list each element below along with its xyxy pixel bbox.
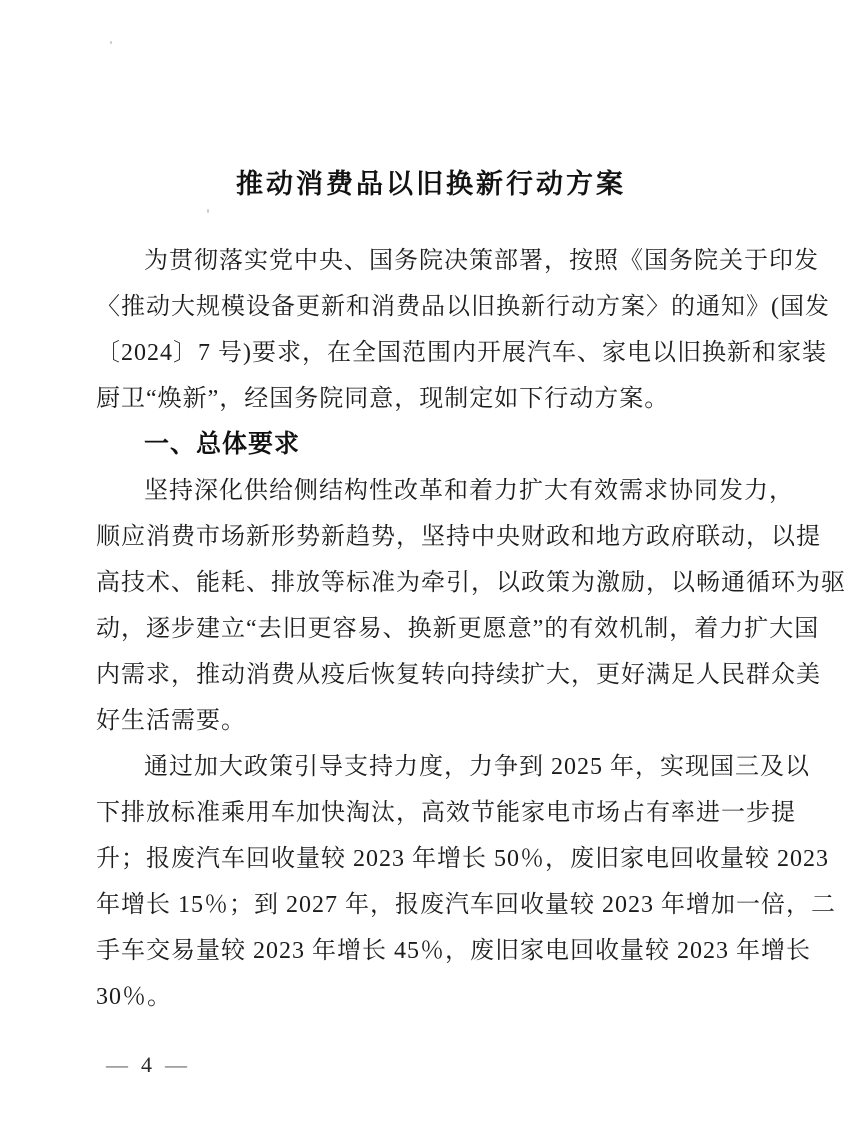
text-line: 〈推动大规模设备更新和消费品以旧换新行动方案〉的通知》(国发 [96,294,830,320]
document-body [96,238,846,1020]
page-number: 4 [141,1052,152,1077]
footer-dash-right: — [165,1052,187,1077]
body-paragraph-2 [96,744,836,1020]
text-line: 好生活需要。 [96,708,246,734]
scan-speck [207,209,209,213]
scan-speck [110,41,112,44]
text-line: 年增长 15％；到 2027 年，报废汽车回收量较 2023 年增加一倍，二 [96,892,836,918]
text-line: 通过加大政策引导支持力度，力争到 2025 年，实现国三及以 [144,754,810,780]
text-line: 升；报废汽车回收量较 2023 年增长 50％，废旧家电回收量较 2023 [96,846,829,872]
document-title: 推动消费品以旧换新行动方案 [236,169,626,200]
text-line: 动，逐步建立“去旧更容易、换新更愿意”的有效机制，着力扩大国 [96,616,820,642]
text-line: 厨卫“焕新”，经国务院同意，现制定如下行动方案。 [96,386,670,412]
text-line: 下排放标准乘用车加快淘汰，高效节能家电市场占有率进一步提 [96,800,796,826]
body-paragraph-1 [96,468,846,744]
text-line: 为贯彻落实党中央、国务院决策部署，按照《国务院关于印发 [144,248,819,274]
text-line: 手车交易量较 2023 年增长 45％，废旧家电回收量较 2023 年增长 [96,938,811,964]
text-line: 坚持深化供给侧结构性改革和着力扩大有效需求协同发力， [144,478,794,504]
page-footer [106,1050,187,1080]
text-line: 〔2024〕7 号)要求，在全国范围内开展汽车、家电以旧换新和家装 [96,340,827,366]
text-line: 内需求，推动消费从疫后恢复转向持续扩大，更好满足人民群众美 [96,662,821,688]
footer-dash-left: — [106,1052,128,1077]
text-line: 顺应消费市场新形势新趋势，坚持中央财政和地方政府联动，以提 [96,524,821,550]
intro-paragraph [96,238,830,422]
text-line: 高技术、能耗、排放等标准为牵引，以政策为激励，以畅通循环为驱 [96,570,846,596]
section-heading: 一、总体要求 [144,431,301,458]
text-line: 30％。 [96,984,172,1010]
